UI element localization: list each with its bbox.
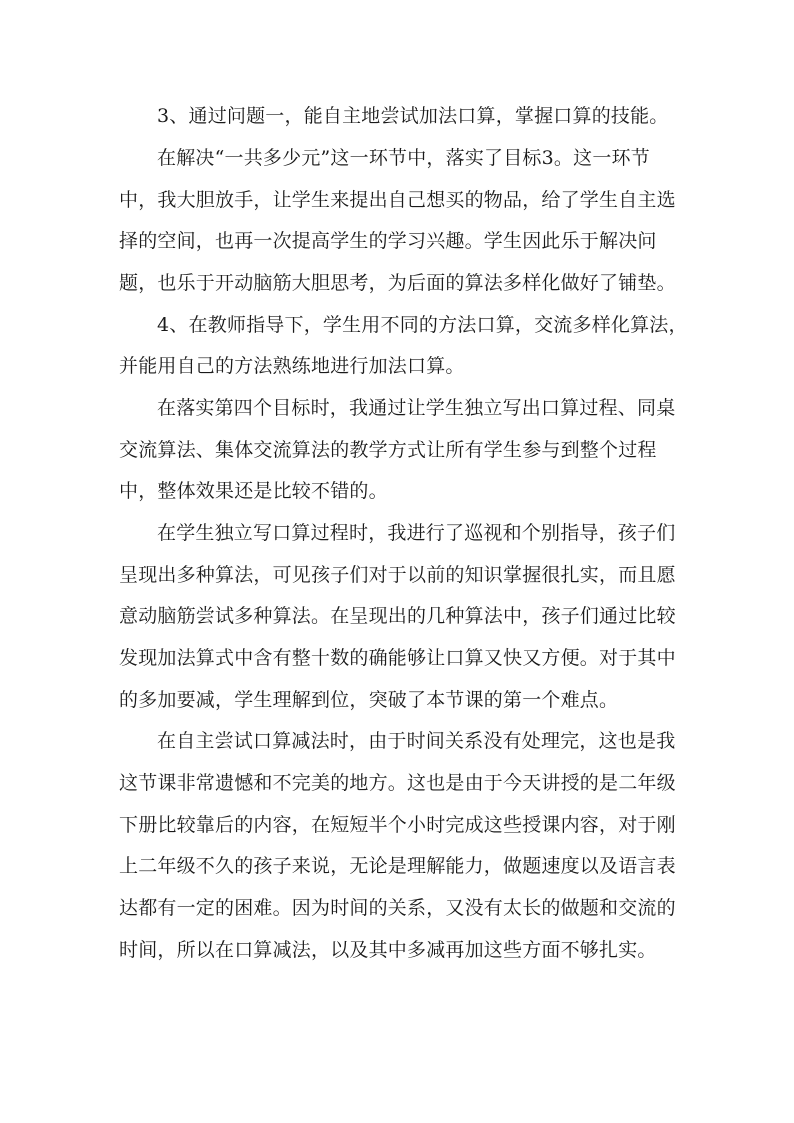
text-line: 时间，所以在口算减法，以及其中多减再加这些方面不够扎实。: [119, 939, 657, 961]
text-line: 在自主尝试口算减法时，由于时间关系没有处理完，这也是我: [157, 730, 676, 752]
text-line: 3、通过问题一，能自主地尝试加法口算，掌握口算的技能。: [157, 105, 669, 127]
text-line: 在解决“一共多少元”这一环节中，落实了目标3。这一环节: [157, 147, 650, 169]
text-line: 发现加法算式中含有整十数的确能够让口算又快又方便。对于其中: [119, 647, 676, 669]
text-line: 的多加要减，学生理解到位，突破了本节课的第一个难点。: [119, 689, 619, 711]
text-line: 4、在教师指导下，学生用不同的方法口算，交流多样化算法，: [157, 314, 688, 336]
text-line: 意动脑筋尝试多种算法。在呈现出的几种算法中，孩子们通过比较: [119, 605, 676, 627]
text-line: 中，整体效果还是比较不错的。: [119, 480, 388, 502]
text-line: 中，我大胆放手，让学生来提出自己想买的物品，给了学生自主选: [119, 189, 676, 211]
text-line: 这节课非常遗憾和不完美的地方。这也是由于今天讲授的是二年级: [119, 772, 676, 794]
text-line: 在落实第四个目标时，我通过让学生独立写出口算过程、同桌: [157, 397, 676, 419]
text-line: 交流算法、集体交流算法的教学方式让所有学生参与到整个过程: [119, 439, 657, 461]
text-line: 上二年级不久的孩子来说，无论是理解能力，做题速度以及语言表: [119, 855, 676, 877]
text-line: 下册比较靠后的内容，在短短半个小时完成这些授课内容，对于刚: [119, 814, 676, 836]
text-line: 题，也乐于开动脑筋大胆思考，为后面的算法多样化做好了铺垫。: [119, 272, 676, 294]
text-line: 在学生独立写口算过程时，我进行了巡视和个别指导，孩子们: [157, 522, 676, 544]
text-line: 达都有一定的困难。因为时间的关系，又没有太长的做题和交流的: [119, 897, 676, 919]
text-line: 呈现出多种算法，可见孩子们对于以前的知识掌握很扎实，而且愿: [119, 564, 676, 586]
text-line: 择的空间，也再一次提高学生的学习兴趣。学生因此乐于解决问: [119, 230, 657, 252]
text-line: 并能用自己的方法熟练地进行加法口算。: [119, 355, 465, 377]
